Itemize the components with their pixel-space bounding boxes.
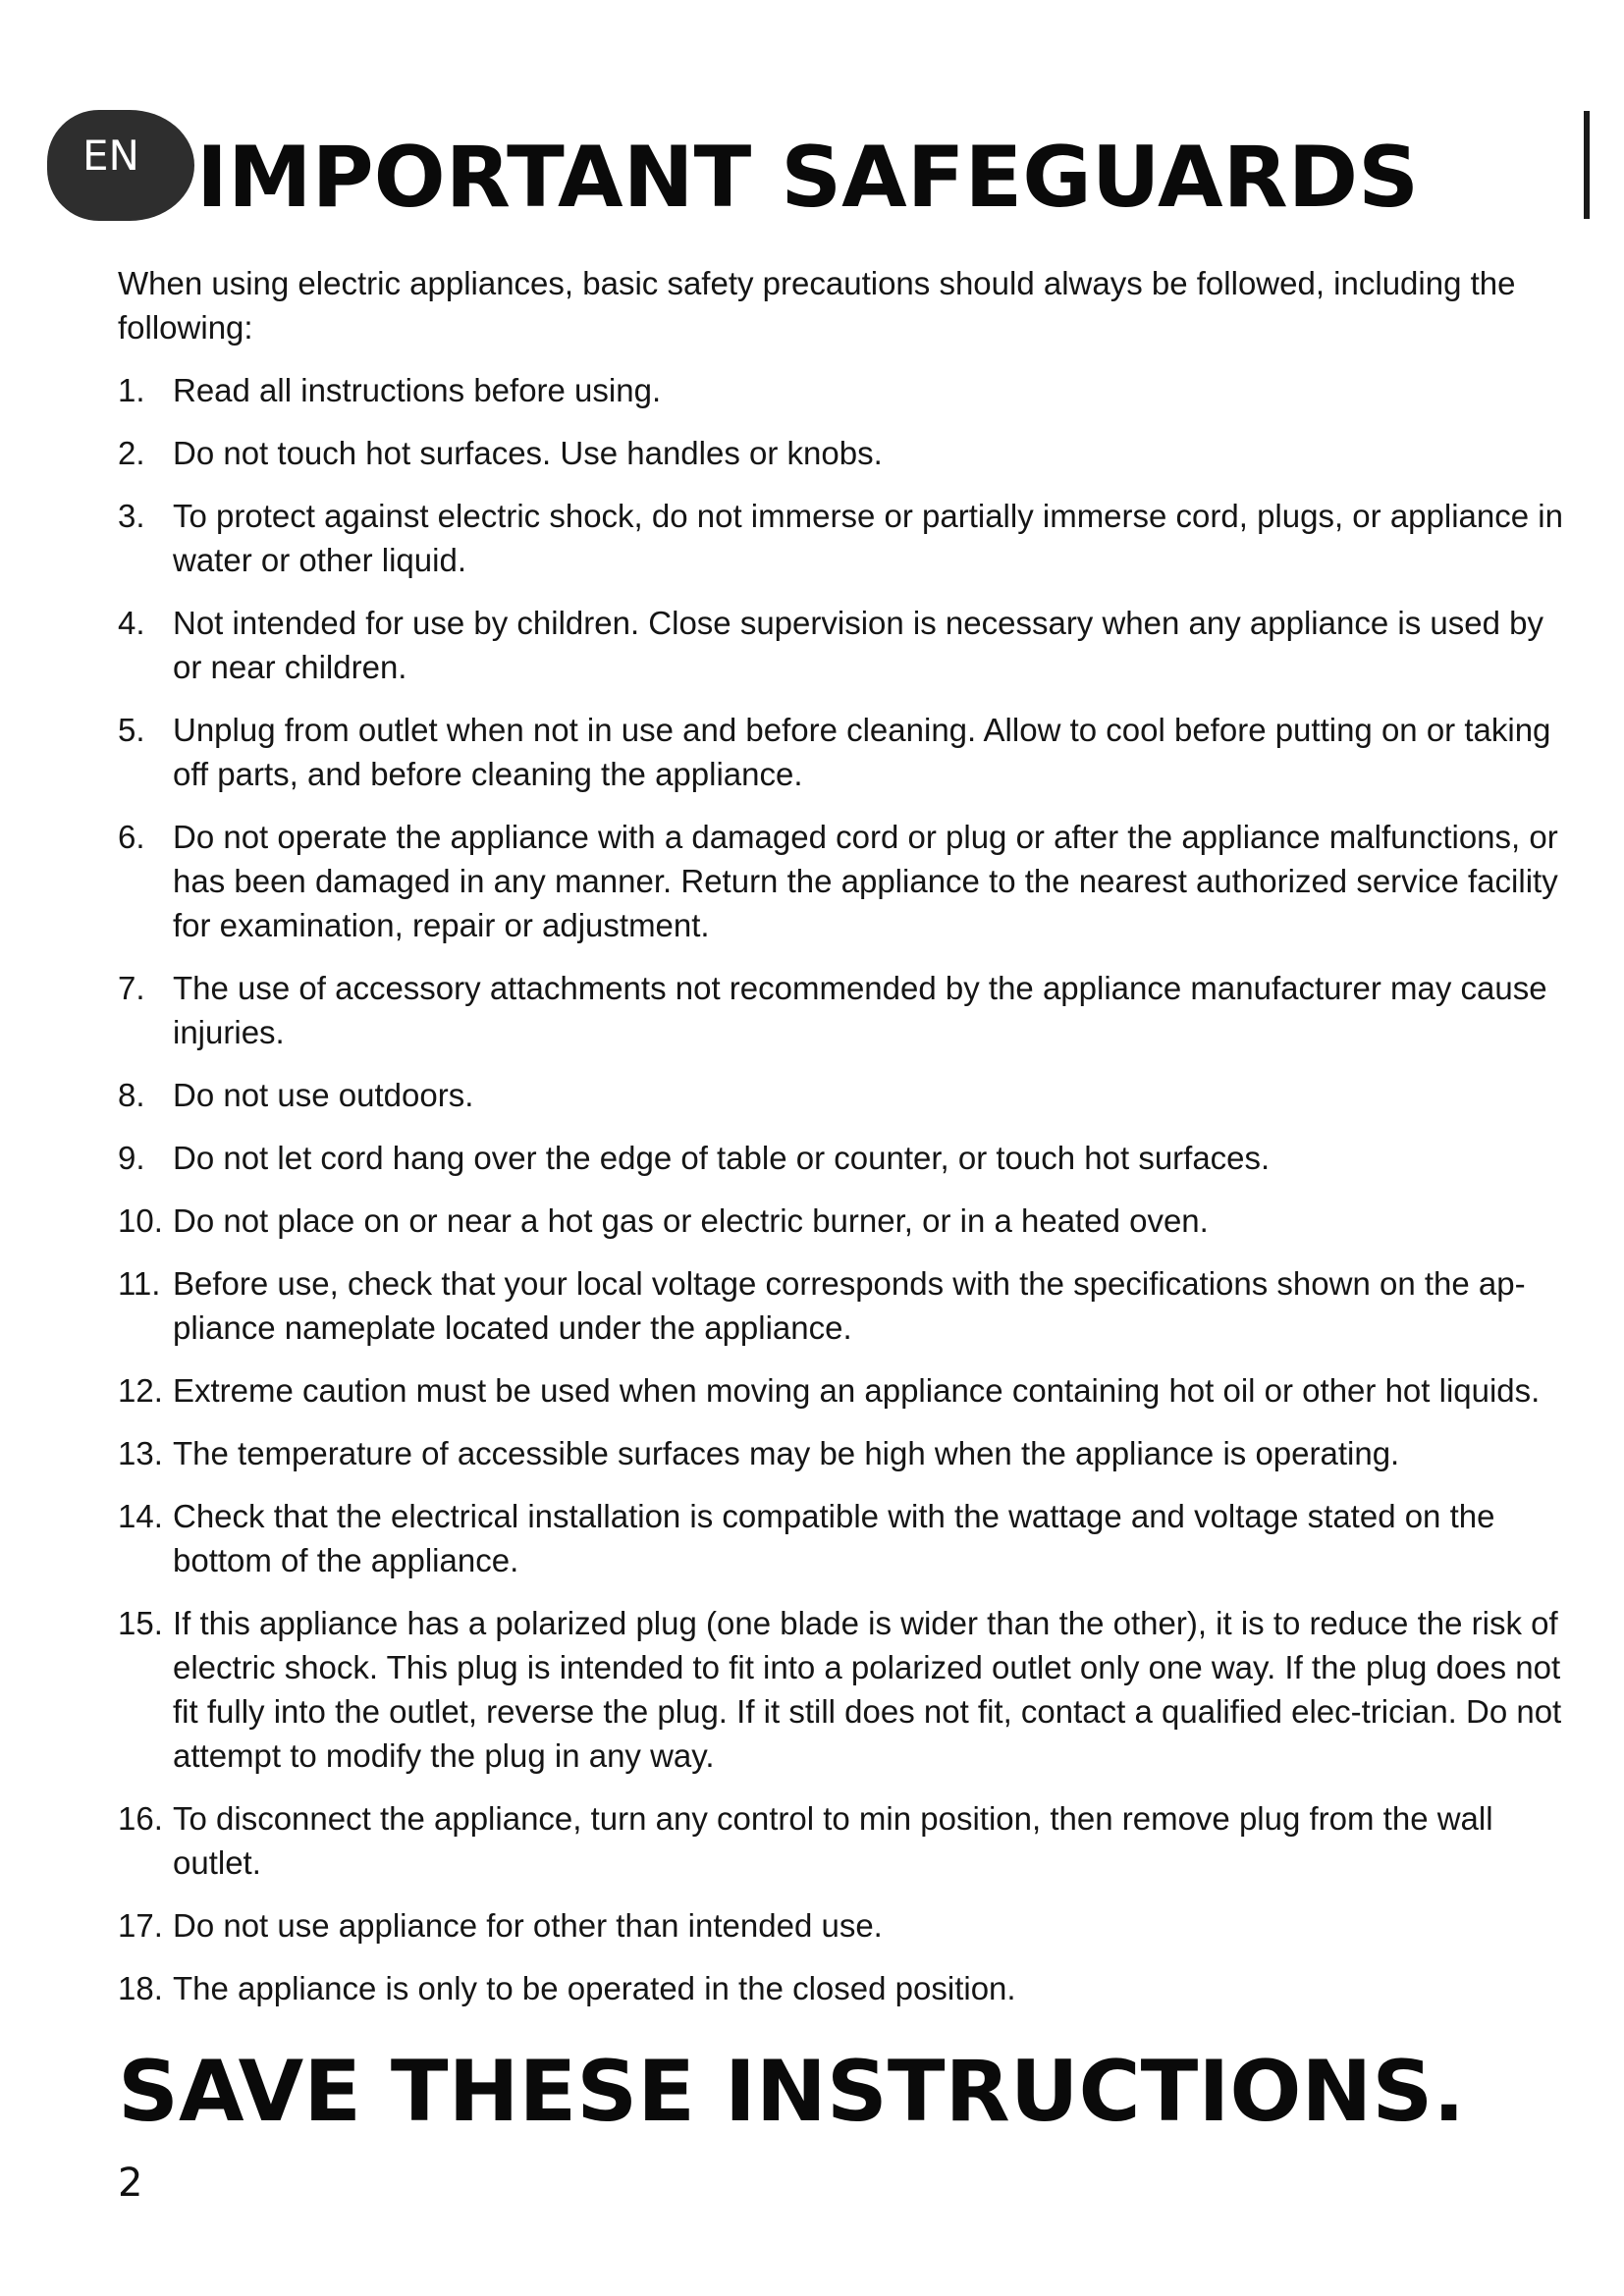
page-edge-marker <box>1584 111 1590 219</box>
item-number: 3. <box>118 498 145 534</box>
list-item <box>118 1431 1571 1475</box>
list-item <box>118 966 1571 1054</box>
item-text: The temperature of accessible surfaces may be high when the appliance is operating. <box>173 1435 1400 1471</box>
list-item <box>118 1796 1571 1885</box>
list-item <box>118 1136 1571 1180</box>
intro-paragraph: When using electric appliances, basic safety precautions should always be followed, including the following: <box>118 265 1516 346</box>
item-text: Read all instructions before using. <box>173 372 662 408</box>
list-item <box>118 431 1571 475</box>
item-number: 8. <box>118 1077 145 1113</box>
item-number: 10. <box>118 1202 163 1239</box>
item-number: 6. <box>118 819 145 855</box>
save-instructions-heading: SAVE THESE INSTRUCTIONS. <box>118 2043 1466 2141</box>
list-item <box>118 1966 1571 2010</box>
item-number: 18. <box>118 1970 163 2006</box>
item-number: 4. <box>118 605 145 641</box>
item-text: Do not place on or near a hot gas or electric burner, or in a heated oven. <box>173 1202 1209 1239</box>
list-item <box>118 1601 1571 1778</box>
item-text: To disconnect the appliance, turn any control to min position, then remove plug from the wall outlet. <box>173 1800 1493 1881</box>
item-text: The appliance is only to be operated in the closed position. <box>173 1970 1016 2006</box>
item-number: 15. <box>118 1605 163 1641</box>
item-number: 7. <box>118 970 145 1006</box>
list-item <box>118 1073 1571 1117</box>
list-item <box>118 601 1571 689</box>
safeguards-content <box>118 261 1571 2029</box>
item-number: 13. <box>118 1435 163 1471</box>
item-number: 5. <box>118 712 145 748</box>
item-number: 14. <box>118 1498 163 1534</box>
item-text: Do not let cord hang over the edge of table or counter, or touch hot surfaces. <box>173 1140 1271 1176</box>
item-text: Unplug from outlet when not in use and before cleaning. Allow to cool before putting on or taking off parts, and before cleaning the appliance. <box>173 712 1551 792</box>
item-text: Do not touch hot surfaces. Use handles or knobs. <box>173 435 883 471</box>
item-text: Do not operate the appliance with a damaged cord or plug or after the appliance malfunctions, or has been damaged in any manner. Return the appliance to the nearest authorized service facility for examination, repair or adjustment. <box>173 819 1558 943</box>
item-number: 1. <box>118 372 145 408</box>
item-text: To protect against electric shock, do not immerse or partially immerse cord, plugs, or appliance in water or other liquid. <box>173 498 1563 578</box>
safeguards-list <box>118 368 1571 2010</box>
item-number: 12. <box>118 1372 163 1409</box>
item-text: If this appliance has a polarized plug (one blade is wider than the other), it is to reduce the risk of electric shock. This plug is intended to fit into a polarized outlet only one way. If the plug does not fit fully into the outlet, reverse the plug. If it still does not fit, contact a qualified elec-trician. Do not attempt to modify the plug in any way. <box>173 1605 1562 1774</box>
item-text: The use of accessory attachments not recommended by the appliance manufacturer may cause injuries. <box>173 970 1547 1050</box>
item-text: Do not use appliance for other than intended use. <box>173 1907 883 1944</box>
list-item <box>118 708 1571 796</box>
list-item <box>118 1368 1571 1413</box>
list-item <box>118 1903 1571 1948</box>
item-text: Before use, check that your local voltage corresponds with the specifications shown on the ap-pliance nameplate located under the appliance. <box>173 1265 1526 1346</box>
item-number: 9. <box>118 1140 145 1176</box>
language-tab: EN <box>47 110 194 221</box>
item-number: 17. <box>118 1907 163 1944</box>
list-item <box>118 368 1571 412</box>
item-text: Extreme caution must be used when moving an appliance containing hot oil or other hot liquids. <box>173 1372 1541 1409</box>
list-item <box>118 494 1571 582</box>
item-number: 11. <box>118 1265 161 1302</box>
item-text: Not intended for use by children. Close supervision is necessary when any appliance is used by or near children. <box>173 605 1543 685</box>
page-title: IMPORTANT SAFEGUARDS <box>196 129 1420 227</box>
page-number: 2 <box>118 2161 143 2206</box>
list-item <box>118 1261 1571 1350</box>
item-number: 16. <box>118 1800 163 1837</box>
list-item <box>118 815 1571 947</box>
list-item <box>118 1494 1571 1582</box>
item-text: Check that the electrical installation is compatible with the wattage and voltage stated on the bottom of the appliance. <box>173 1498 1495 1578</box>
item-number: 2. <box>118 435 145 471</box>
list-item <box>118 1199 1571 1243</box>
item-text: Do not use outdoors. <box>173 1077 474 1113</box>
